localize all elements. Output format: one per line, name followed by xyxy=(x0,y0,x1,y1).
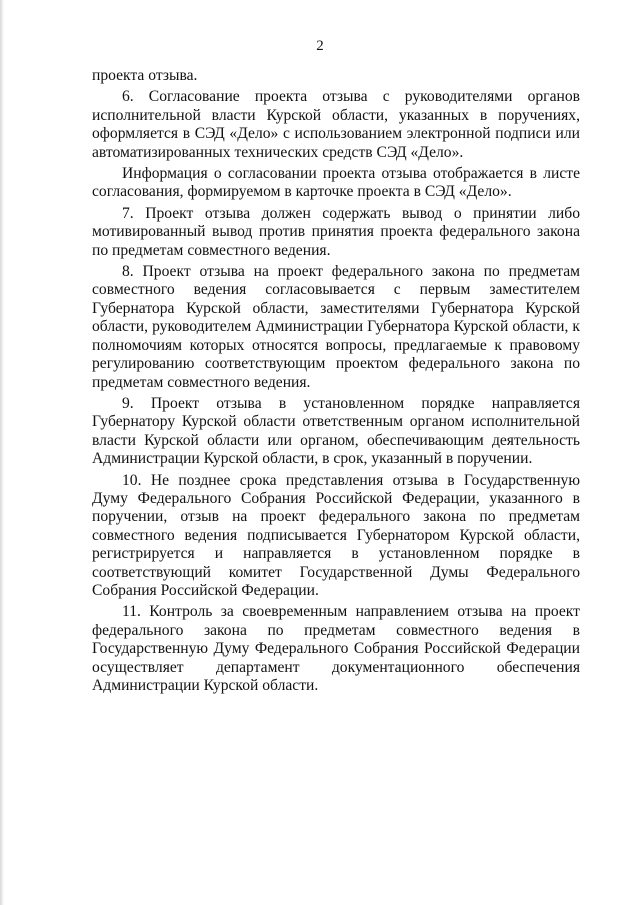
paragraph-item-10: 10. Не позднее срока представления отзыва в Государственную Думу Федерального Собрания Российской Федерации, указанного в поручении, отзыв на проект федерального закона по предметам совместного ведения подписывается Губернатором Курской области, регистрируется и направляется в установленном порядке в соответствующий комитет Государственной Думы Федерального Собрания Российской Федерации. xyxy=(92,471,580,599)
paragraph-item-11: 11. Контроль за своевременным направлением отзыва на проект федерального закона по предметам совместного ведения в Государственную Думу Федерального Собрания Российской Федерации осуществляет департамент документационного обеспечения Администрации Курской области. xyxy=(92,603,580,694)
document-body xyxy=(92,67,580,698)
paragraph-item-6: 6. Согласование проекта отзыва с руководителями органов исполнительной власти Курской области, указанных в поручениях, оформляется в СЭД «Дело» с использованием электронной подписи или автоматизированных технических средств СЭД «Дело». xyxy=(92,88,580,161)
paragraph-item-8: 8. Проект отзыва на проект федерального закона по предметам совместного ведения согласовывается с первым заместителем Губернатора Курской области, заместителями Губернатора Курской области, руководителем Администрации Губернатора Курской области, к полномочиям которых относятся вопросы, предлагаемые к правовому регулированию соответствующим проектом федерального закона по предметам совместного ведения. xyxy=(92,263,580,391)
paragraph-item-9: 9. Проект отзыва в установленном порядке направляется Губернатору Курской области ответственным органом исполнительной власти Курской области или органом, обеспечивающим деятельность Администрации Курской области, в срок, указанный в поручении. xyxy=(92,394,580,468)
paragraph-approval-info: Информация о согласовании проекта отзыва отображается в листе согласования, формируемом в карточке проекта в СЭД «Дело». xyxy=(92,165,580,201)
paragraph-continuation: проекта отзыва. xyxy=(92,67,198,84)
scan-edge-shadow xyxy=(0,0,4,905)
paragraph-item-7: 7. Проект отзыва должен содержать вывод о принятии либо мотивированный вывод против принятия проекта федерального закона по предметам совместного ведения. xyxy=(92,204,580,259)
page-number: 2 xyxy=(316,38,324,54)
